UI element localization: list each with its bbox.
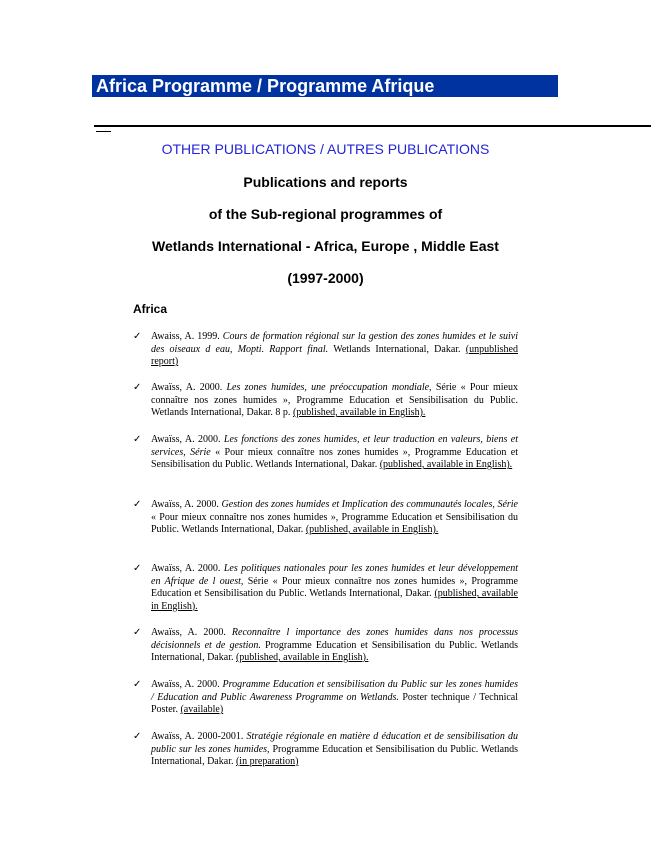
checkmark-icon: ✓ — [133, 499, 142, 510]
entry-status: (published, available in English). — [151, 588, 518, 612]
checkmark-icon: ✓ — [133, 563, 142, 574]
title-line-2: of the Sub-regional programmes of — [208, 206, 443, 222]
title-line-4: (1997-2000) — [287, 270, 364, 286]
entry-author-year: Awaïss, A. 2000. — [151, 563, 221, 574]
title-line-3: Wetlands International - Africa, Europe , Middle East — [152, 238, 499, 254]
entry-title: Les politiques nationales pour les zones humides et leur développement en Afrique de l ouest, — [151, 563, 518, 587]
checkmark-icon: ✓ — [133, 434, 142, 445]
entry-details: Série « Pour mieux connaître nos zones humides », Programme Education et Sensibilisation du Public. Wetlands International, Dakar. — [151, 575, 518, 599]
entry-title: Programme Education et sensibilisation du Public sur les zones humides / Education and Public Awareness Programme on Wetlands. — [151, 679, 518, 703]
checkmark-icon: ✓ — [133, 679, 142, 690]
entry-status: (unpublished report) — [151, 343, 518, 367]
checkmark-icon: ✓ — [133, 382, 142, 393]
entry-title: Reconnaître l importance des zones humides dans nos processus décisionnels et de gestion. — [151, 627, 518, 651]
entry-title: Les zones humides, une préoccupation mondiale, — [226, 382, 432, 393]
entry-author-year: Awaïss, A. 2000-2001. — [151, 731, 244, 742]
entry-status: (in preparation) — [235, 756, 299, 767]
entry-author-year: Awaïss, A. 2000. — [151, 499, 219, 510]
entry-title: Les fonctions des zones humides, et leur traduction en valeurs, biens et services, Série — [151, 434, 518, 458]
entry-author-year: Awaïss, A. 2000. — [151, 434, 221, 445]
entry-status: (published, available in English). — [305, 524, 439, 535]
entry-status: (published, available in English). — [235, 652, 369, 663]
entry-details: Programme Education et Sensibilisation du Public. Wetlands International, Dakar. — [151, 743, 518, 767]
publication-entry — [133, 563, 518, 613]
entry-title: Stratégie régionale en matière d éducation et de sensibilisation du public sur les zones humides, — [151, 731, 518, 755]
title-line-1: Publications and reports — [243, 174, 408, 190]
header-rule — [94, 125, 651, 127]
entry-details: Wetlands International, Dakar. — [333, 343, 461, 355]
checkmark-icon: ✓ — [133, 731, 142, 742]
entry-author-year: Awaïss, A. 2000. — [151, 627, 226, 638]
header-rule-short — [96, 131, 111, 132]
entry-details: Programme Education et Sensibilisation du Public. Wetlands International, Dakar. — [151, 639, 518, 663]
checkmark-icon: ✓ — [133, 627, 142, 638]
publication-entry — [133, 731, 518, 769]
entry-details: « Pour mieux connaître nos zones humides », Programme Education et Sensibilisation du Public. Wetlands International, Dakar. — [151, 446, 518, 470]
entry-status: (published, available in English). — [292, 407, 426, 418]
entry-title: Gestion des zones humides et Implication des communautés locales, Série — [221, 499, 518, 510]
entry-details: Poster technique / Technical Poster. — [151, 691, 519, 715]
other-publications-heading: OTHER PUBLICATIONS / AUTRES PUBLICATIONS — [161, 141, 490, 157]
entry-author-year: Awaïss, A. 2000. — [151, 679, 220, 690]
entry-author-year: Awaiss, A. 1999. — [151, 331, 220, 342]
publication-entry — [133, 499, 518, 537]
publication-entry — [133, 434, 518, 472]
section-heading-africa: Africa — [133, 302, 168, 316]
publication-entry — [133, 679, 518, 717]
entry-title: Cours de formation régional sur la gestion des zones humides et le suivi des oiseaux d eau, Mopti. Rapport final. — [151, 331, 518, 355]
entry-author-year: Awaïss, A. 2000. — [151, 382, 223, 393]
publication-entry — [133, 382, 518, 420]
entry-status: (available) — [180, 704, 224, 715]
publication-entry — [133, 331, 518, 369]
checkmark-icon: ✓ — [133, 331, 142, 342]
programme-banner: Africa Programme / Programme Afrique — [92, 75, 558, 97]
entry-status: (published, available in English). — [379, 459, 513, 470]
entry-details: Série « Pour mieux connaître nos zones humides », Programme Education et Sensibilisation du Public. Wetlands International, Dakar. 8 p. — [151, 382, 518, 418]
entry-details: « Pour mieux connaître nos zones humides », Programme Education et Sensibilisation du Public. Wetlands International, Dakar. — [151, 511, 518, 535]
publication-entry — [133, 627, 518, 665]
